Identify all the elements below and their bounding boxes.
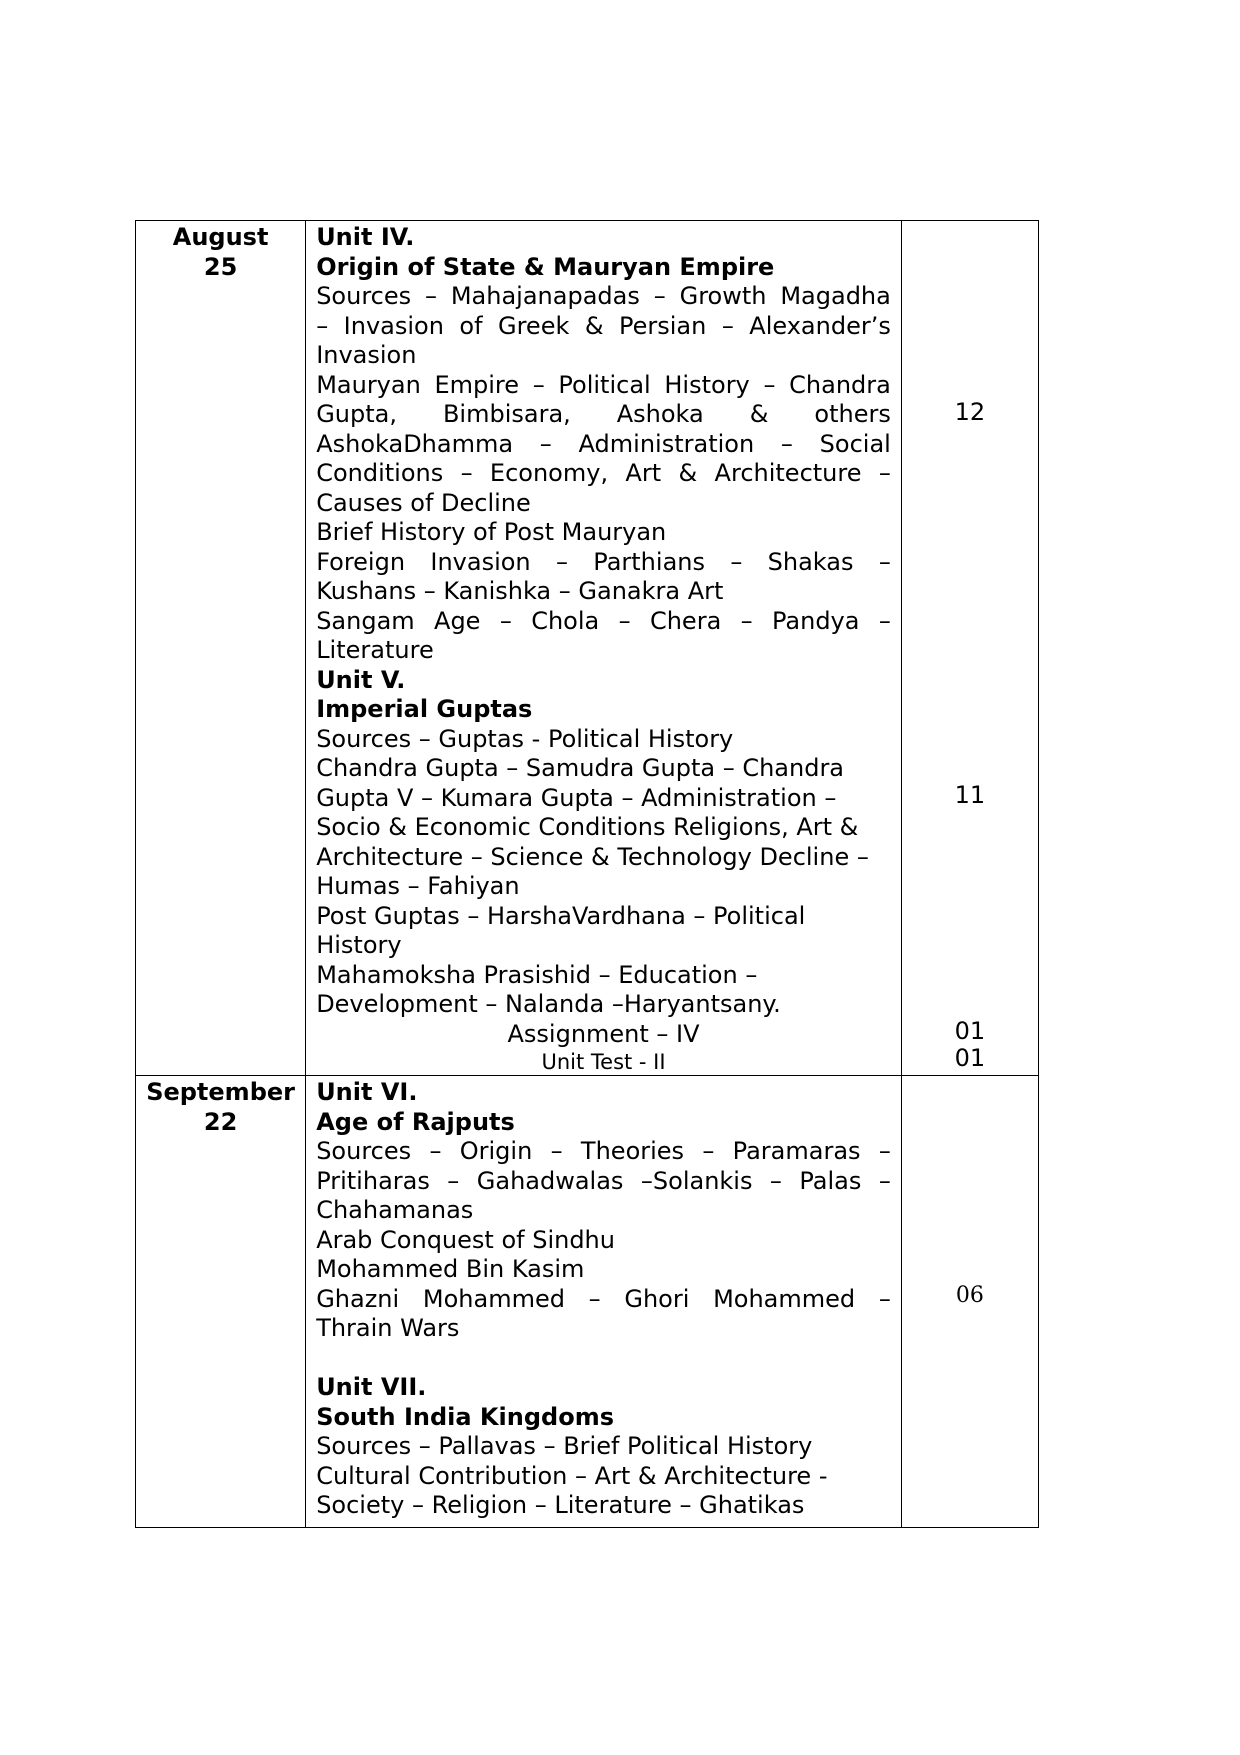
topic-line: Kushans – Kanishka – Ganakra Art	[316, 577, 724, 605]
month-days: 25	[203, 252, 238, 281]
topic-line: Mohammed Bin Kasim	[316, 1255, 585, 1283]
hours-assignment: 01	[954, 1017, 986, 1045]
month-cell	[136, 1076, 306, 1528]
unit-heading: Unit IV.	[316, 223, 415, 251]
topic-line: Sources – Origin – Theories – Paramaras –	[316, 1137, 891, 1165]
topic-line: Gupta, Bimbisara, Ashoka & others	[316, 400, 891, 428]
hours-cell	[901, 1076, 1038, 1528]
unit-test-label: Unit Test - II	[541, 1050, 666, 1074]
topic-line: Mauryan Empire – Political History – Chandra	[316, 370, 891, 399]
topic-line: Sangam Age – Chola – Chera – Pandya –	[316, 606, 891, 635]
topic-line: Brief History of Post Mauryan	[316, 518, 667, 546]
month-cell	[136, 221, 306, 1076]
topic-line: AshokaDhamma – Administration – Social	[316, 429, 891, 458]
topic-line: Mahamoksha Prasishid – Education –	[316, 960, 758, 989]
topic-line: Development – Nalanda –Haryantsany.	[316, 990, 781, 1018]
topic-line: Literature	[316, 636, 434, 664]
topic-line: Sources – Mahajanapadas – Growth Magadha	[316, 282, 891, 310]
unit-title: Age of Rajputs	[316, 1107, 515, 1136]
hours-unit-vi: 06	[955, 1283, 984, 1308]
unit-title: South India Kingdoms	[316, 1402, 614, 1431]
topic-line: Invasion	[316, 341, 417, 369]
hours-unit-v: 11	[954, 781, 986, 809]
topic-line: Foreign Invasion – Parthians – Shakas –	[316, 547, 891, 576]
content-cell	[306, 221, 902, 1076]
content-cell	[306, 1076, 902, 1528]
topic-line: Arab Conquest of Sindhu	[316, 1225, 615, 1254]
spacer	[316, 1344, 891, 1374]
topic-line: Sources – Guptas - Political History	[316, 724, 734, 753]
topic-line: Society – Religion – Literature – Ghatikas	[316, 1491, 805, 1519]
table-row-september	[136, 1076, 1039, 1528]
unit-heading: Unit VII.	[316, 1373, 427, 1401]
month-days: 22	[203, 1107, 238, 1136]
unit-title: Origin of State & Mauryan Empire	[316, 252, 775, 281]
assignment-label: Assignment – IV	[507, 1019, 700, 1048]
topic-line: Sources – Pallavas – Brief Political History	[316, 1432, 813, 1460]
table-row-august	[136, 221, 1039, 1076]
hours-unit-test: 01	[954, 1044, 986, 1072]
topic-line: Gupta V – Kumara Gupta – Administration –	[316, 783, 837, 812]
month-name: September	[146, 1078, 295, 1106]
topic-line: Causes of Decline	[316, 488, 531, 517]
unit-title: Imperial Guptas	[316, 695, 533, 723]
syllabus-table	[135, 220, 1039, 1528]
topic-line: Conditions – Economy, Art & Architecture –	[316, 459, 891, 487]
topic-line: Chandra Gupta – Samudra Gupta – Chandra	[316, 754, 845, 782]
topic-line: Socio & Economic Conditions Religions, Art &	[316, 813, 859, 841]
topic-line: Pritiharas – Gahadwalas –Solankis – Palas –	[316, 1166, 891, 1195]
topic-line: Architecture – Science & Technology Decline –	[316, 842, 869, 871]
topic-line: Chahamanas	[316, 1196, 474, 1224]
hours-unit-iv: 12	[954, 398, 986, 426]
topic-line: Ghazni Mohammed – Ghori Mohammed –	[316, 1284, 891, 1313]
topic-line: Humas – Fahiyan	[316, 872, 520, 900]
topic-line: History	[316, 931, 402, 959]
topic-line: – Invasion of Greek & Persian – Alexander’s	[316, 311, 891, 340]
hours-cell	[901, 221, 1038, 1076]
month-name: August	[172, 223, 269, 251]
topic-line: Cultural Contribution – Art & Architecture -	[316, 1461, 828, 1490]
topic-line: Thrain Wars	[316, 1314, 460, 1342]
topic-line: Post Guptas – HarshaVardhana – Political	[316, 901, 806, 930]
unit-heading: Unit VI.	[316, 1078, 418, 1106]
unit-heading: Unit V.	[316, 665, 406, 694]
